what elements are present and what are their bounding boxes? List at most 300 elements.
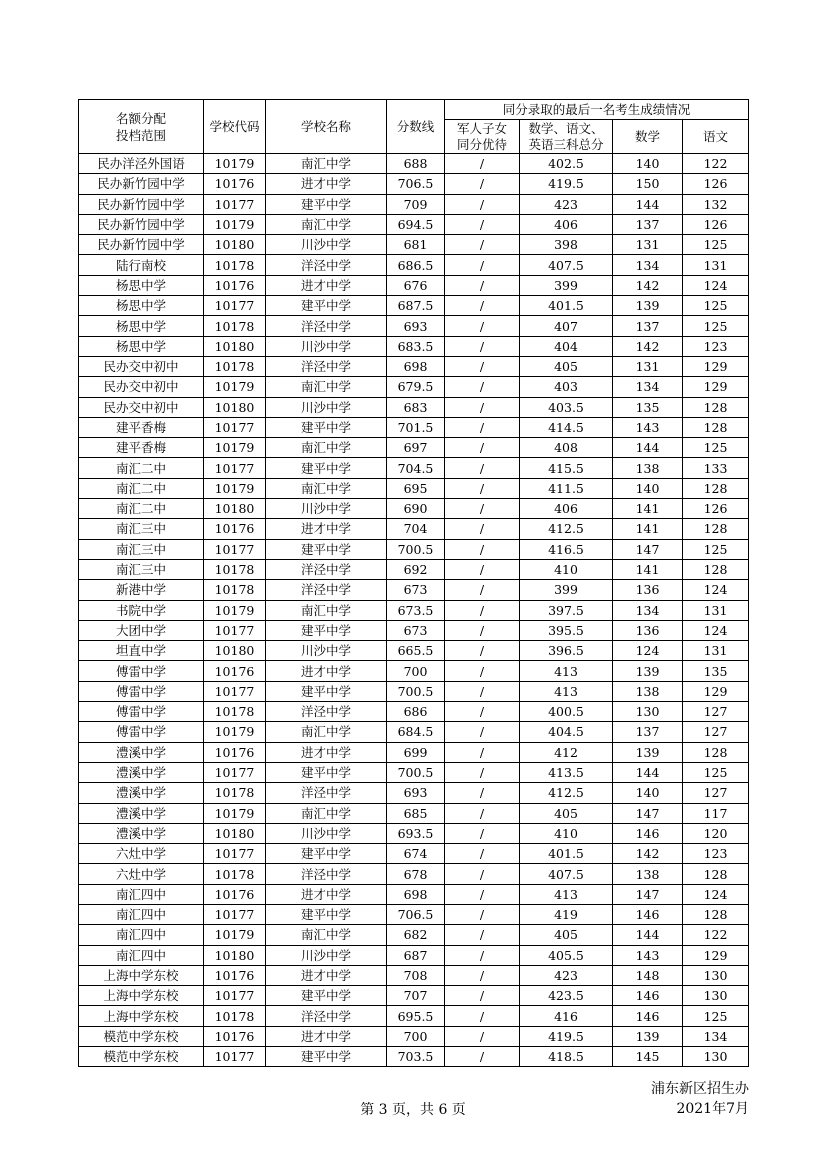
cell-score: 676 <box>387 275 445 295</box>
cell-code: 10180 <box>204 945 266 965</box>
table-row <box>79 235 749 255</box>
cell-chinese: 125 <box>683 539 749 559</box>
cell-range: 上海中学东校 <box>79 965 204 985</box>
cell-score: 686 <box>387 702 445 722</box>
cell-school: 建平中学 <box>266 539 387 559</box>
cell-school: 川沙中学 <box>266 499 387 519</box>
cell-total3: 397.5 <box>520 600 613 620</box>
cell-score: 673 <box>387 620 445 640</box>
cell-chinese: 125 <box>683 1006 749 1026</box>
cell-math: 144 <box>613 925 683 945</box>
cell-score: 700.5 <box>387 762 445 782</box>
table-row <box>79 316 749 336</box>
table-row <box>79 539 749 559</box>
cell-military: / <box>445 255 520 275</box>
cell-code: 10180 <box>204 397 266 417</box>
cell-code: 10176 <box>204 519 266 539</box>
cell-chinese: 129 <box>683 356 749 376</box>
cell-code: 10176 <box>204 174 266 194</box>
cell-range: 南汇三中 <box>79 559 204 579</box>
cell-military: / <box>445 803 520 823</box>
cell-total3: 396.5 <box>520 641 613 661</box>
cell-math: 140 <box>613 478 683 498</box>
cell-code: 10180 <box>204 235 266 255</box>
cell-math: 145 <box>613 1047 683 1067</box>
cell-school: 洋泾中学 <box>266 559 387 579</box>
cell-chinese: 129 <box>683 681 749 701</box>
cell-chinese: 128 <box>683 397 749 417</box>
cell-range: 南汇二中 <box>79 458 204 478</box>
table-row <box>79 438 749 458</box>
cell-math: 147 <box>613 803 683 823</box>
table-row <box>79 1006 749 1026</box>
cell-total3: 412 <box>520 742 613 762</box>
cell-math: 142 <box>613 336 683 356</box>
table-row <box>79 803 749 823</box>
cell-military: / <box>445 1047 520 1067</box>
cell-range: 民办新竹园中学 <box>79 235 204 255</box>
cell-code: 10176 <box>204 965 266 985</box>
cell-school: 建平中学 <box>266 762 387 782</box>
table-row <box>79 661 749 681</box>
cell-total3: 418.5 <box>520 1047 613 1067</box>
table-row <box>79 559 749 579</box>
cell-military: / <box>445 296 520 316</box>
cell-chinese: 122 <box>683 925 749 945</box>
cell-range: 六灶中学 <box>79 864 204 884</box>
header-score: 分数线 <box>387 100 445 154</box>
cell-chinese: 129 <box>683 377 749 397</box>
cell-score: 682 <box>387 925 445 945</box>
cell-code: 10178 <box>204 559 266 579</box>
cell-code: 10176 <box>204 1026 266 1046</box>
cell-total3: 406 <box>520 499 613 519</box>
cell-school: 南汇中学 <box>266 154 387 174</box>
footer-date: 2021年7月 <box>676 1101 749 1117</box>
cell-range: 南汇四中 <box>79 904 204 924</box>
cell-math: 141 <box>613 499 683 519</box>
cell-school: 建平中学 <box>266 1047 387 1067</box>
cell-military: / <box>445 174 520 194</box>
cell-code: 10180 <box>204 499 266 519</box>
cell-code: 10177 <box>204 762 266 782</box>
cell-school: 南汇中学 <box>266 478 387 498</box>
cell-military: / <box>445 1026 520 1046</box>
cell-chinese: 120 <box>683 823 749 843</box>
cell-chinese: 128 <box>683 559 749 579</box>
cell-school: 洋泾中学 <box>266 580 387 600</box>
table-row <box>79 194 749 214</box>
cell-math: 138 <box>613 864 683 884</box>
cell-range: 坦直中学 <box>79 641 204 661</box>
cell-total3: 410 <box>520 559 613 579</box>
cell-score: 679.5 <box>387 377 445 397</box>
cell-math: 144 <box>613 762 683 782</box>
cell-school: 洋泾中学 <box>266 783 387 803</box>
cell-range: 南汇二中 <box>79 499 204 519</box>
cell-range: 傅雷中学 <box>79 722 204 742</box>
cell-total3: 405 <box>520 803 613 823</box>
cell-military: / <box>445 356 520 376</box>
cell-total3: 404.5 <box>520 722 613 742</box>
table-row <box>79 904 749 924</box>
cell-military: / <box>445 864 520 884</box>
table-row <box>79 925 749 945</box>
table-row <box>79 255 749 275</box>
cell-code: 10177 <box>204 194 266 214</box>
cell-range: 上海中学东校 <box>79 1006 204 1026</box>
cell-math: 146 <box>613 904 683 924</box>
table-row <box>79 783 749 803</box>
cell-total3: 415.5 <box>520 458 613 478</box>
cell-chinese: 128 <box>683 417 749 437</box>
cell-school: 建平中学 <box>266 986 387 1006</box>
cell-range: 上海中学东校 <box>79 986 204 1006</box>
cell-code: 10178 <box>204 864 266 884</box>
table-row <box>79 356 749 376</box>
cell-range: 杨思中学 <box>79 336 204 356</box>
cell-total3: 413 <box>520 884 613 904</box>
cell-range: 澧溪中学 <box>79 742 204 762</box>
cell-math: 138 <box>613 458 683 478</box>
cell-code: 10178 <box>204 783 266 803</box>
cell-range: 南汇三中 <box>79 539 204 559</box>
cell-math: 143 <box>613 945 683 965</box>
cell-math: 139 <box>613 1026 683 1046</box>
cell-code: 10179 <box>204 377 266 397</box>
cell-military: / <box>445 397 520 417</box>
cell-school: 建平中学 <box>266 844 387 864</box>
cell-math: 139 <box>613 661 683 681</box>
cell-total3: 398 <box>520 235 613 255</box>
cell-total3: 403.5 <box>520 397 613 417</box>
cell-chinese: 128 <box>683 742 749 762</box>
cell-score: 699 <box>387 742 445 762</box>
header-school: 学校名称 <box>266 100 387 154</box>
cell-chinese: 133 <box>683 458 749 478</box>
cell-math: 144 <box>613 438 683 458</box>
table-row <box>79 296 749 316</box>
table-row <box>79 417 749 437</box>
cell-score: 688 <box>387 154 445 174</box>
cell-code: 10178 <box>204 580 266 600</box>
cell-range: 澧溪中学 <box>79 783 204 803</box>
cell-range: 民办新竹园中学 <box>79 214 204 234</box>
cell-military: / <box>445 1006 520 1026</box>
cell-chinese: 126 <box>683 174 749 194</box>
cell-military: / <box>445 641 520 661</box>
table-row <box>79 945 749 965</box>
cell-math: 143 <box>613 417 683 437</box>
cell-total3: 416 <box>520 1006 613 1026</box>
cell-score: 700.5 <box>387 539 445 559</box>
cell-school: 进才中学 <box>266 661 387 681</box>
cell-total3: 407.5 <box>520 255 613 275</box>
cell-total3: 414.5 <box>520 417 613 437</box>
cell-school: 建平中学 <box>266 620 387 640</box>
cell-score: 700 <box>387 1026 445 1046</box>
cell-math: 142 <box>613 275 683 295</box>
cell-math: 147 <box>613 884 683 904</box>
cell-code: 10179 <box>204 600 266 620</box>
cell-range: 杨思中学 <box>79 296 204 316</box>
table-row <box>79 377 749 397</box>
cell-math: 141 <box>613 559 683 579</box>
header-chinese: 语文 <box>683 120 749 154</box>
cell-chinese: 128 <box>683 864 749 884</box>
cell-school: 建平中学 <box>266 296 387 316</box>
cell-total3: 423.5 <box>520 986 613 1006</box>
cell-total3: 423 <box>520 965 613 985</box>
cell-chinese: 128 <box>683 904 749 924</box>
cell-math: 136 <box>613 620 683 640</box>
cell-range: 新港中学 <box>79 580 204 600</box>
cell-total3: 419.5 <box>520 1026 613 1046</box>
cell-total3: 401.5 <box>520 844 613 864</box>
cell-chinese: 125 <box>683 235 749 255</box>
cell-chinese: 124 <box>683 580 749 600</box>
table-row <box>79 1047 749 1067</box>
cell-school: 南汇中学 <box>266 377 387 397</box>
cell-chinese: 124 <box>683 884 749 904</box>
cell-school: 进才中学 <box>266 965 387 985</box>
cell-chinese: 127 <box>683 702 749 722</box>
cell-code: 10180 <box>204 641 266 661</box>
table-row <box>79 1026 749 1046</box>
cell-total3: 404 <box>520 336 613 356</box>
cell-range: 民办新竹园中学 <box>79 194 204 214</box>
cell-range: 杨思中学 <box>79 316 204 336</box>
cell-chinese: 125 <box>683 762 749 782</box>
cell-range: 澧溪中学 <box>79 762 204 782</box>
cell-school: 川沙中学 <box>266 945 387 965</box>
cell-score: 665.5 <box>387 641 445 661</box>
cell-military: / <box>445 580 520 600</box>
cell-school: 进才中学 <box>266 1026 387 1046</box>
cell-code: 10179 <box>204 925 266 945</box>
cell-code: 10177 <box>204 986 266 1006</box>
table-row <box>79 965 749 985</box>
cell-math: 124 <box>613 641 683 661</box>
cell-chinese: 130 <box>683 986 749 1006</box>
cell-military: / <box>445 154 520 174</box>
cell-range: 六灶中学 <box>79 844 204 864</box>
table-row <box>79 864 749 884</box>
cell-code: 10177 <box>204 296 266 316</box>
cell-school: 川沙中学 <box>266 336 387 356</box>
cell-math: 139 <box>613 742 683 762</box>
cell-military: / <box>445 986 520 1006</box>
cell-range: 南汇四中 <box>79 945 204 965</box>
cell-military: / <box>445 275 520 295</box>
cell-code: 10176 <box>204 661 266 681</box>
cell-military: / <box>445 458 520 478</box>
cell-military: / <box>445 620 520 640</box>
table-body <box>79 154 749 1067</box>
cell-chinese: 124 <box>683 275 749 295</box>
cell-total3: 401.5 <box>520 296 613 316</box>
cell-total3: 406 <box>520 214 613 234</box>
cell-range: 书院中学 <box>79 600 204 620</box>
cell-score: 683 <box>387 397 445 417</box>
table-row <box>79 844 749 864</box>
cell-math: 146 <box>613 1006 683 1026</box>
cell-score: 687 <box>387 945 445 965</box>
cell-math: 137 <box>613 722 683 742</box>
cell-total3: 410 <box>520 823 613 843</box>
header-total3: 数学、语文、 英语三科总分 <box>520 120 613 154</box>
cell-school: 进才中学 <box>266 519 387 539</box>
cell-math: 134 <box>613 255 683 275</box>
table-row <box>79 519 749 539</box>
cell-military: / <box>445 600 520 620</box>
cell-total3: 416.5 <box>520 539 613 559</box>
cell-score: 693 <box>387 783 445 803</box>
cell-score: 686.5 <box>387 255 445 275</box>
cell-score: 709 <box>387 194 445 214</box>
cell-chinese: 117 <box>683 803 749 823</box>
cell-score: 693 <box>387 316 445 336</box>
cell-range: 澧溪中学 <box>79 803 204 823</box>
cell-military: / <box>445 661 520 681</box>
cell-range: 傅雷中学 <box>79 702 204 722</box>
cell-school: 川沙中学 <box>266 235 387 255</box>
cell-chinese: 131 <box>683 641 749 661</box>
cell-score: 681 <box>387 235 445 255</box>
cell-score: 700 <box>387 661 445 681</box>
cell-total3: 402.5 <box>520 154 613 174</box>
cell-military: / <box>445 945 520 965</box>
table-row <box>79 499 749 519</box>
table-row <box>79 762 749 782</box>
cell-military: / <box>445 316 520 336</box>
cell-range: 模范中学东校 <box>79 1026 204 1046</box>
cell-code: 10177 <box>204 844 266 864</box>
cell-military: / <box>445 965 520 985</box>
cell-math: 146 <box>613 823 683 843</box>
cell-score: 692 <box>387 559 445 579</box>
cell-chinese: 122 <box>683 154 749 174</box>
cell-school: 建平中学 <box>266 417 387 437</box>
cell-range: 民办交中初中 <box>79 356 204 376</box>
cell-total3: 405.5 <box>520 945 613 965</box>
cell-code: 10176 <box>204 884 266 904</box>
cell-range: 民办交中初中 <box>79 377 204 397</box>
cell-chinese: 126 <box>683 214 749 234</box>
cell-score: 693.5 <box>387 823 445 843</box>
cell-chinese: 124 <box>683 620 749 640</box>
cell-score: 706.5 <box>387 174 445 194</box>
cell-code: 10176 <box>204 275 266 295</box>
cell-military: / <box>445 702 520 722</box>
table-row <box>79 986 749 1006</box>
cell-school: 进才中学 <box>266 884 387 904</box>
cell-military: / <box>445 214 520 234</box>
table-row <box>79 458 749 478</box>
cell-range: 杨思中学 <box>79 275 204 295</box>
cell-score: 698 <box>387 884 445 904</box>
cell-score: 706.5 <box>387 904 445 924</box>
cell-range: 南汇四中 <box>79 925 204 945</box>
cell-range: 民办洋泾外国语 <box>79 154 204 174</box>
cell-math: 147 <box>613 539 683 559</box>
cell-total3: 399 <box>520 275 613 295</box>
cell-military: / <box>445 559 520 579</box>
cell-range: 模范中学东校 <box>79 1047 204 1067</box>
cell-range: 建平香梅 <box>79 438 204 458</box>
cell-military: / <box>445 783 520 803</box>
cell-code: 10178 <box>204 356 266 376</box>
cell-range: 陆行南校 <box>79 255 204 275</box>
cell-math: 134 <box>613 377 683 397</box>
cell-math: 137 <box>613 316 683 336</box>
cell-code: 10177 <box>204 417 266 437</box>
cell-chinese: 131 <box>683 600 749 620</box>
table-row <box>79 823 749 843</box>
cell-code: 10177 <box>204 1047 266 1067</box>
cell-score: 673.5 <box>387 600 445 620</box>
cell-military: / <box>445 519 520 539</box>
cell-score: 684.5 <box>387 722 445 742</box>
footer-signature <box>651 1079 749 1119</box>
cell-code: 10179 <box>204 214 266 234</box>
cell-total3: 407.5 <box>520 864 613 884</box>
cell-school: 南汇中学 <box>266 600 387 620</box>
cell-school: 建平中学 <box>266 681 387 701</box>
cell-military: / <box>445 539 520 559</box>
cell-school: 建平中学 <box>266 194 387 214</box>
cell-school: 进才中学 <box>266 275 387 295</box>
table-row <box>79 884 749 904</box>
cell-math: 130 <box>613 702 683 722</box>
cell-code: 10178 <box>204 702 266 722</box>
cell-total3: 403 <box>520 377 613 397</box>
cell-total3: 413 <box>520 661 613 681</box>
cell-chinese: 125 <box>683 316 749 336</box>
table-row <box>79 620 749 640</box>
cell-military: / <box>445 844 520 864</box>
table-row <box>79 214 749 234</box>
cell-school: 洋泾中学 <box>266 1006 387 1026</box>
cell-school: 南汇中学 <box>266 722 387 742</box>
cell-total3: 419.5 <box>520 174 613 194</box>
cell-chinese: 123 <box>683 844 749 864</box>
cell-total3: 399 <box>520 580 613 600</box>
cell-range: 建平香梅 <box>79 417 204 437</box>
cell-code: 10176 <box>204 742 266 762</box>
cell-math: 141 <box>613 519 683 539</box>
cell-chinese: 134 <box>683 1026 749 1046</box>
cell-range: 南汇二中 <box>79 478 204 498</box>
table-row <box>79 275 749 295</box>
table-row <box>79 174 749 194</box>
cell-code: 10180 <box>204 823 266 843</box>
cell-score: 701.5 <box>387 417 445 437</box>
cell-military: / <box>445 904 520 924</box>
cell-math: 144 <box>613 194 683 214</box>
cell-chinese: 131 <box>683 255 749 275</box>
cell-math: 131 <box>613 235 683 255</box>
cell-score: 695 <box>387 478 445 498</box>
header-military: 军人子女 同分优待 <box>445 120 520 154</box>
cell-school: 洋泾中学 <box>266 316 387 336</box>
cell-code: 10177 <box>204 681 266 701</box>
table-row <box>79 154 749 174</box>
cell-school: 洋泾中学 <box>266 356 387 376</box>
cell-chinese: 135 <box>683 661 749 681</box>
cell-range: 南汇四中 <box>79 884 204 904</box>
cell-military: / <box>445 478 520 498</box>
